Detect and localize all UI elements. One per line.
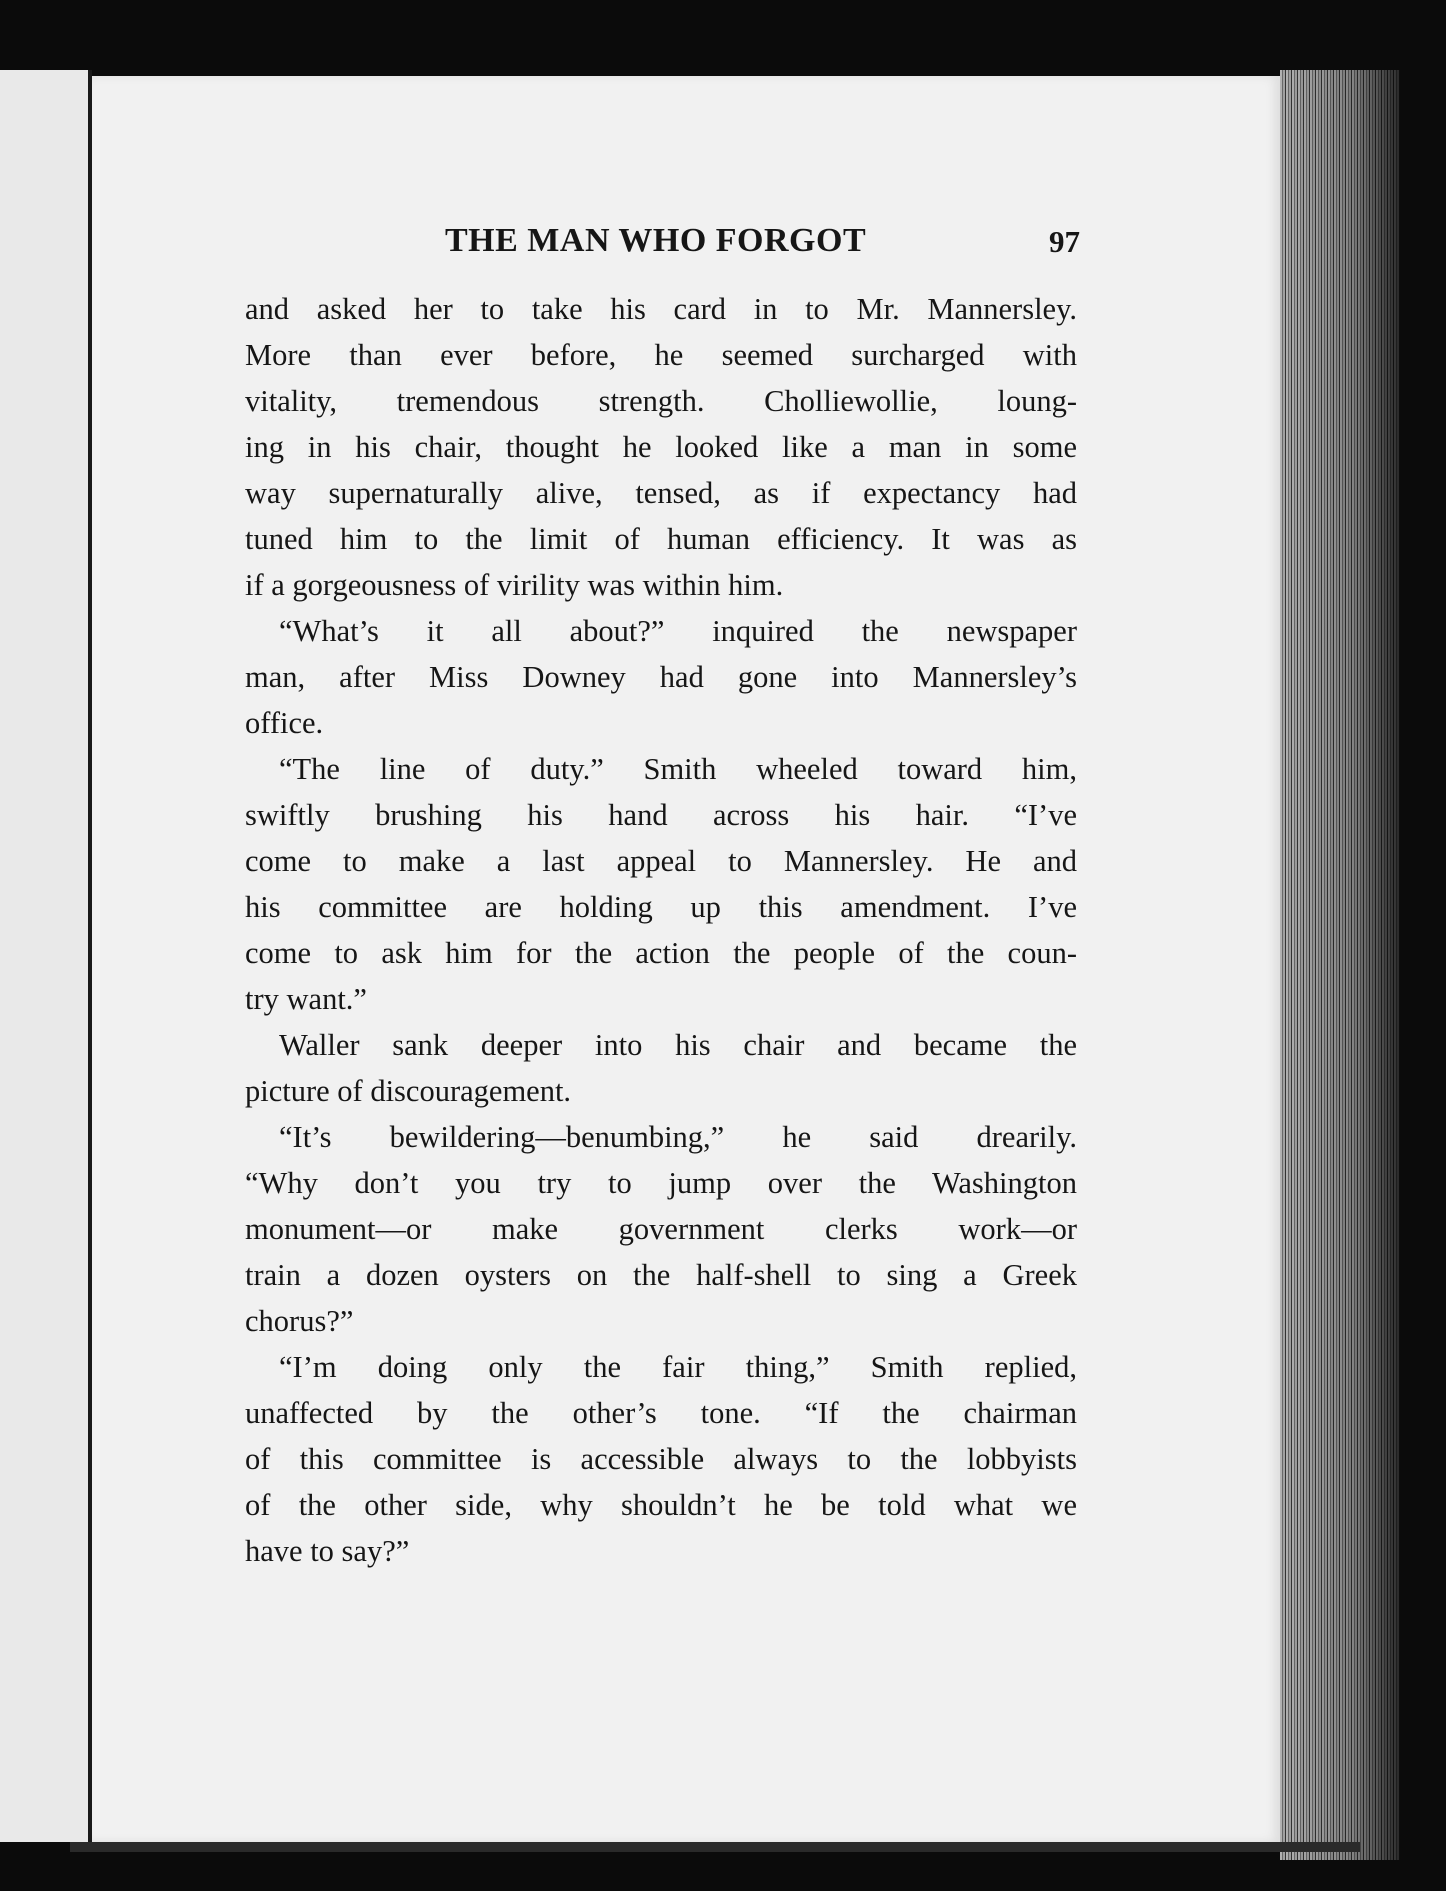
text-line: if a gorgeousness of virility was within him. bbox=[245, 568, 784, 602]
text-line: come to ask him for the action the people of the coun- bbox=[245, 936, 1077, 970]
text-line: office. bbox=[245, 706, 324, 740]
text-line: of this committee is accessible always to the lobbyists bbox=[245, 1442, 1077, 1476]
text-line: way supernaturally alive, tensed, as if expectancy had bbox=[245, 476, 1077, 510]
running-head bbox=[245, 222, 1080, 266]
text-line: of the other side, why shouldn’t he be told what we bbox=[245, 1488, 1077, 1522]
text-line: “What’s it all about?” inquired the newspaper bbox=[279, 614, 1077, 648]
text-line: try want.” bbox=[245, 982, 367, 1016]
body-text bbox=[245, 286, 1077, 1574]
text-line: unaffected by the other’s tone. “If the chairman bbox=[245, 1396, 1077, 1430]
text-line: and asked her to take his card in to Mr. Mannersley. bbox=[245, 292, 1077, 326]
text-line: train a dozen oysters on the half-shell to sing a Greek bbox=[245, 1258, 1077, 1292]
text-line: swiftly brushing his hand across his hair. “I’ve bbox=[245, 798, 1077, 832]
text-line: More than ever before, he seemed surcharged with bbox=[245, 338, 1077, 372]
text-line: man, after Miss Downey had gone into Mannersley’s bbox=[245, 660, 1077, 694]
page-number: 97 bbox=[1049, 224, 1080, 259]
text-line: come to make a last appeal to Mannersley. He and bbox=[245, 844, 1077, 878]
text-line: “Why don’t you try to jump over the Washington bbox=[245, 1166, 1077, 1200]
text-line: “I’m doing only the fair thing,” Smith replied, bbox=[279, 1350, 1077, 1384]
text-line: picture of discouragement. bbox=[245, 1074, 572, 1108]
text-line: have to say?” bbox=[245, 1534, 410, 1568]
page-bottom-edge bbox=[70, 1842, 1360, 1852]
text-line: his committee are holding up this amendment. I’ve bbox=[245, 890, 1077, 924]
text-line: “It’s bewildering—benumbing,” he said drearily. bbox=[279, 1120, 1077, 1154]
text-line: Waller sank deeper into his chair and became the bbox=[279, 1028, 1077, 1062]
running-head-title: THE MAN WHO FORGOT bbox=[445, 222, 867, 259]
text-line: vitality, tremendous strength. Cholliewollie, loung- bbox=[245, 384, 1077, 418]
left-page-edge bbox=[0, 70, 92, 1842]
text-line: monument—or make government clerks work—or bbox=[245, 1212, 1077, 1246]
text-line: ing in his chair, thought he looked like a man in some bbox=[245, 430, 1077, 464]
text-line: tuned him to the limit of human efficiency. It was as bbox=[245, 522, 1077, 556]
text-line: chorus?” bbox=[245, 1304, 354, 1338]
fore-edge-shadow bbox=[1280, 70, 1400, 1860]
text-line: “The line of duty.” Smith wheeled toward him, bbox=[279, 752, 1077, 786]
